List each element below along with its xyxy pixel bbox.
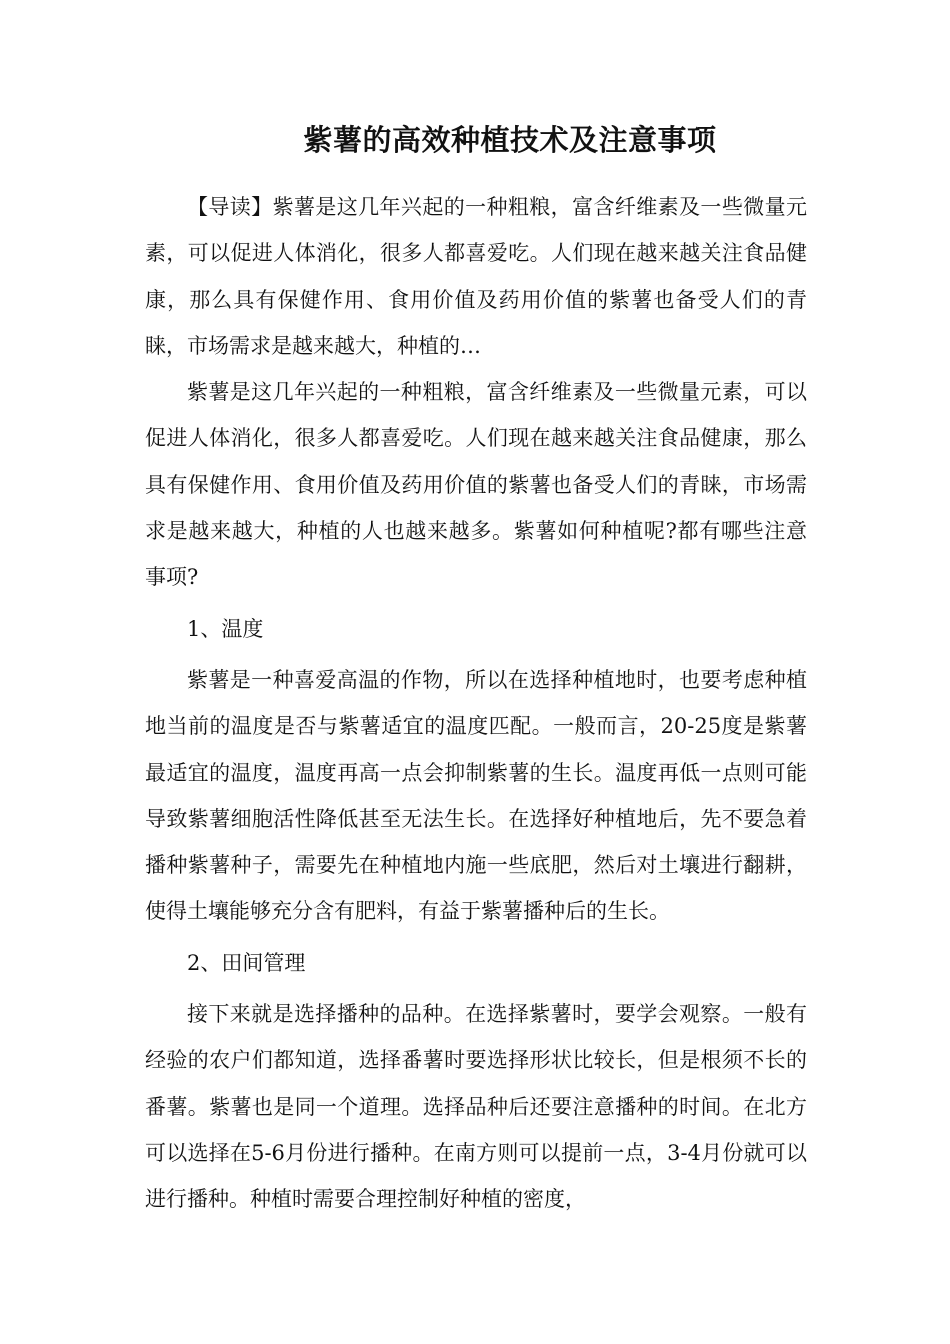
body-paragraph: 接下来就是选择播种的品种。在选择紫薯时，要学会观察。一般有经验的农户们都知道，选择番薯时要选择形状比较长，但是根须不长的番薯。紫薯也是同一个道理。选择品种后还要注意播种的时间。在北方可以选择在5-6月份进行播种。在南方则可以提前一点，3-4月份就可以进行播种。种植时需要合理控制好种植的密度， xyxy=(145,1002,807,1212)
body-paragraph: 紫薯是一种喜爱高温的作物，所以在选择种植地时，也要考虑种植地当前的温度是否与紫薯适宜的温度匹配。一般而言，20-25度是紫薯最适宜的温度，温度再高一点会抑制紫薯的生长。温度再低一点则可能导致紫薯细胞活性降低甚至无法生长。在选择好种植地后，先不要急着播种紫薯种子，需要先在种植地内施一些底肥，然后对土壤进行翻耕，使得土壤能够充分含有肥料，有益于紫薯播种后的生长。 xyxy=(145,667,807,924)
document-body xyxy=(145,184,807,1223)
section-heading-field-management: 2、田间管理 xyxy=(187,950,306,975)
intro-paragraph: 【导读】紫薯是这几年兴起的一种粗粮，富含纤维素及一些微量元素，可以促进人体消化，很多人都喜爱吃。人们现在越来越关注食品健康，那么具有保健作用、食用价值及药用价值的紫薯也备受人们的青睐，市场需求是越来越大，种植的… xyxy=(145,195,807,358)
section-heading-temperature: 1、温度 xyxy=(187,616,264,641)
document-title: 紫薯的高效种植技术及注意事项 xyxy=(303,123,717,157)
body-paragraph: 紫薯是这几年兴起的一种粗粮，富含纤维素及一些微量元素，可以促进人体消化，很多人都喜爱吃。人们现在越来越关注食品健康，那么具有保健作用、食用价值及药用价值的紫薯也备受人们的青睐，市场需求是越来越大，种植的人也越来越多。紫薯如何种植呢?都有哪些注意事项? xyxy=(145,380,807,590)
